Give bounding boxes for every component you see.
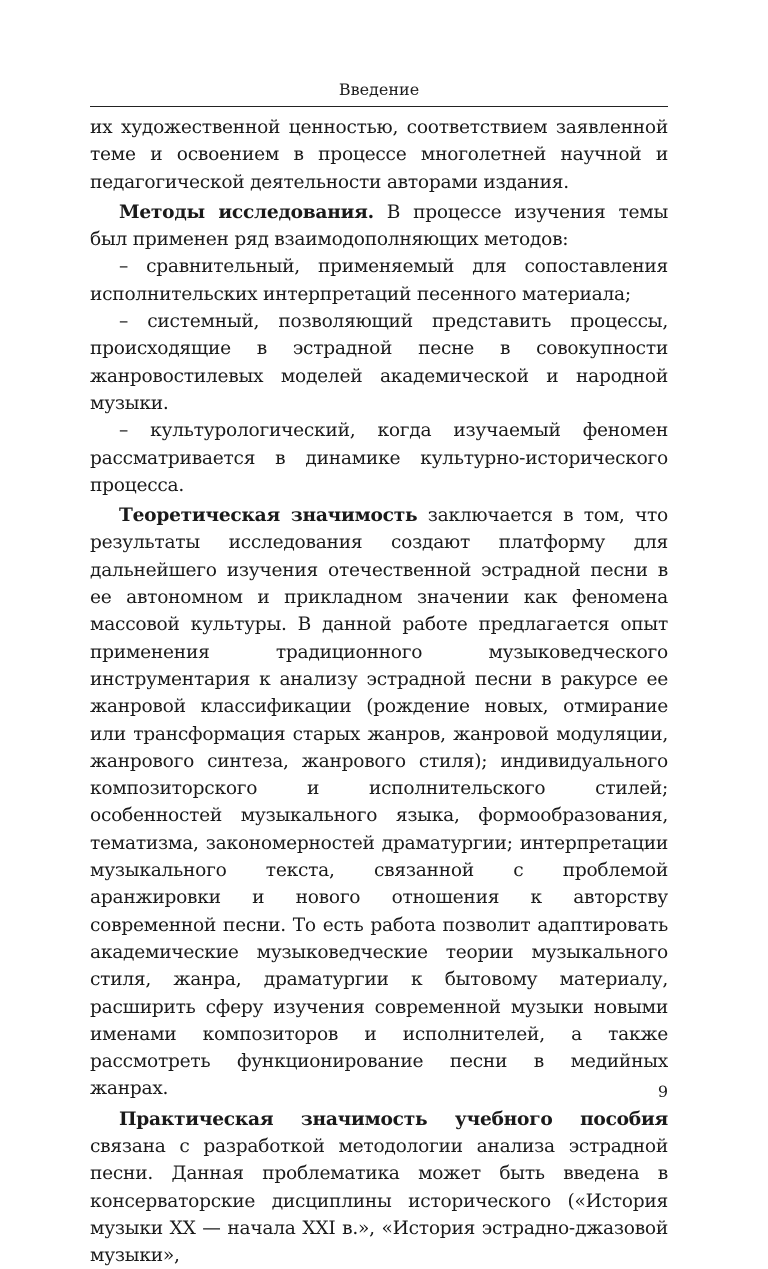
paragraph-methods <box>90 199 668 254</box>
page-number: 9 <box>657 1082 668 1101</box>
theoretical-text: заключается в том, что результаты исследования создают платформу для дальнейшего изучения отечественной эстрадной песни в ее автономном и прикладном значении как феномена массовой культуры. В данной работе предлагается опыт применения традиционного музыковедческого инструментария к анализу эстрадной песни в ракурсе ее жанровой классификации (рождение новых, отмирание или трансформация старых жанров, жанровой модуляции, жанрового синтеза, жанрового стиля); индивидуального композиторского и исполнительского стилей; особенностей музыкального языка, формообразования, тематизма, закономерностей драматургии; интерпретации музыкального текста, связанной с проблемой аранжировки и нового отношения к авторству современной песни. То есть работа позволит адаптировать академические музыковедческие теории музыкального стиля, жанра, драматургии к бытовому материалу, расширить сферу изучения современной музыки новыми именами композиторов и исполнителей, а также рассмотреть функционирование песни в медийных жанрах. <box>90 505 668 1100</box>
header-rule <box>90 106 668 107</box>
practical-heading: Практическая значимость учебного пособия <box>119 1108 668 1130</box>
method-systemic: – системный, позволяющий представить процессы, происходящие в эстрадной песне в совокупности жанровостилевых моделей академической и народной музыки. <box>90 311 668 414</box>
paragraph-practical <box>90 1106 668 1269</box>
methods-text: В процессе изучения темы был применен ряд взаимодополняющих методов: <box>90 201 668 251</box>
running-header: Введение <box>338 80 420 99</box>
method-comparative: – сравнительный, применяемый для сопоставления исполнительских интерпретаций песенного материала; <box>90 256 668 305</box>
paragraph-1: их художественной ценностью, соответствием заявленной теме и освоением в процессе многолетней научной и педагогической деятельности авторами издания. <box>90 117 668 193</box>
methods-heading: Методы исследования. <box>119 201 374 223</box>
theoretical-heading: Теоретическая значимость <box>119 505 418 527</box>
practical-text: связана с разработкой методологии анализа эстрадной песни. Данная проблематика может быть введена в консерваторские дисциплины исторического («История музыки XX — начала XXI в.», «История эстрадно-джазовой музыки», <box>90 1135 668 1267</box>
paragraph-theoretical <box>90 502 668 1103</box>
method-culturological: – культурологический, когда изучаемый феномен рассматривается в динамике культурно-исторического процесса. <box>90 420 668 496</box>
